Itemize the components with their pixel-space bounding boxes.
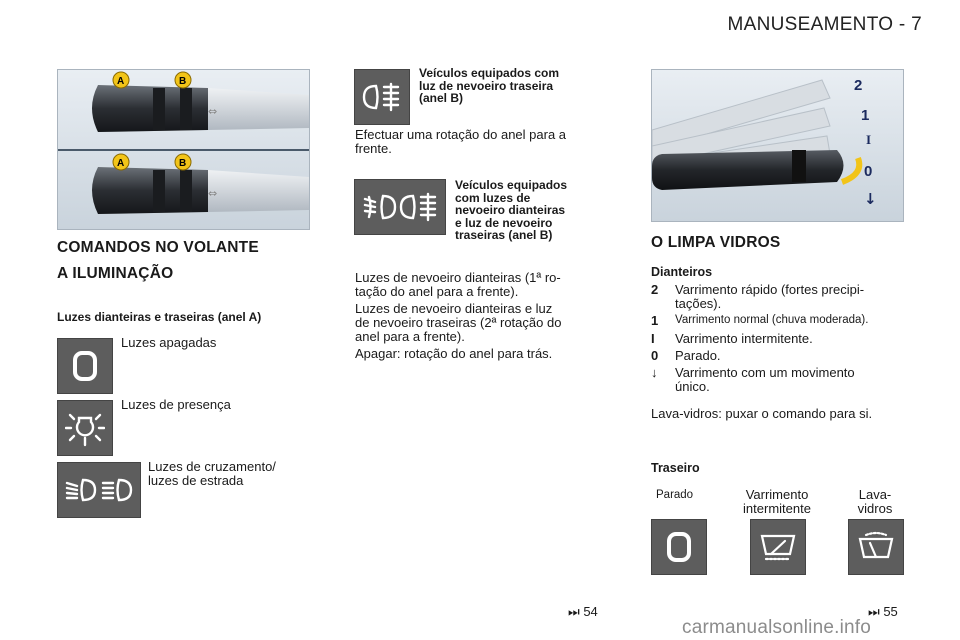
svg-text:A: A [117,158,125,169]
wiper-pos-1: 1 [861,107,870,124]
lights-off-icon [57,338,113,394]
rear-wiper-off-icon [651,519,707,575]
page-header-title: MANUSEAMENTO - 7 [727,14,922,35]
rear-fog-title: Veículos equipados com luz de nevoeiro traseira (anel B) [419,66,560,106]
lighting-stalk-illustration [58,70,309,229]
rear-washer-icon [848,519,904,575]
page-jump-icon: ⏭ [568,604,580,619]
position-lights-icon [57,400,113,456]
lights-off-label: Luzes apagadas [121,335,217,350]
rear-wiper-intermittent-icon [750,519,806,575]
section-title-wipers: O LIMPA VIDROS [651,234,781,251]
lighting-stalk-photo [57,69,310,230]
svg-text:B: B [179,76,187,87]
front-rear-fog-title: Veículos equipados com luzes de nevoeiro dianteiras e luz de nevoeiro traseiras (anel B) [455,178,568,243]
headlights-icon [57,462,141,518]
page-jump-icon: ⏭ [868,604,880,619]
front-rear-fog-icon [354,179,446,235]
watermark: carmanualsonline.info [682,617,872,638]
rear-intermittent-label: Varrimento intermitente [743,487,811,516]
wiper-pos-single: ↓ [864,190,877,208]
wiper-stalk-photo [651,69,904,222]
headlights-label: Luzes de cruzamento/ luzes de estrada [148,459,276,489]
position-lights-label: Luzes de presença [121,397,231,412]
wiper-stalk-illustration [652,70,903,221]
rear-fog-text: Efectuar uma rotação do anel para a frente. [355,127,567,157]
svg-text:A: A [117,76,125,87]
front-rear-fog-p2: Luzes de nevoeiro dianteiras e luz de nevoeiro traseiras (2ª rotação do anel para a frente). [355,301,562,345]
rear-wiper-title: Traseiro [651,461,700,475]
front-wipers-title: Dianteiros [651,265,713,279]
page-ref-54[interactable]: ⏭ 54 [568,604,598,619]
svg-text:⇔: ⇔ [208,187,218,200]
wiper-pos-i: I [866,132,872,147]
rear-washer-label: Lava- vidros [857,487,893,516]
section-title-steering-controls: COMANDOS NO VOLANTE [57,239,259,256]
washer-text: Lava-vidros: puxar o comando para si. [651,406,873,421]
ring-a-title: Luzes dianteiras e traseiras (anel A) [57,310,262,324]
front-rear-fog-p3: Apagar: rotação do anel para trás. [355,346,553,361]
front-rear-fog-p1: Luzes de nevoeiro dianteiras (1ª ro- tação do anel para a frente). [355,270,561,300]
svg-text:⇔: ⇔ [208,105,218,118]
wiper-pos-0: 0 [864,163,873,180]
rear-fog-icon [354,69,410,125]
svg-text:B: B [179,158,187,169]
rear-off-label: Parado [656,489,694,501]
page-ref-55[interactable]: ⏭ 55 [868,604,898,619]
subtitle-lighting: A ILUMINAÇÃO [57,265,174,282]
wiper-pos-2: 2 [854,77,863,94]
